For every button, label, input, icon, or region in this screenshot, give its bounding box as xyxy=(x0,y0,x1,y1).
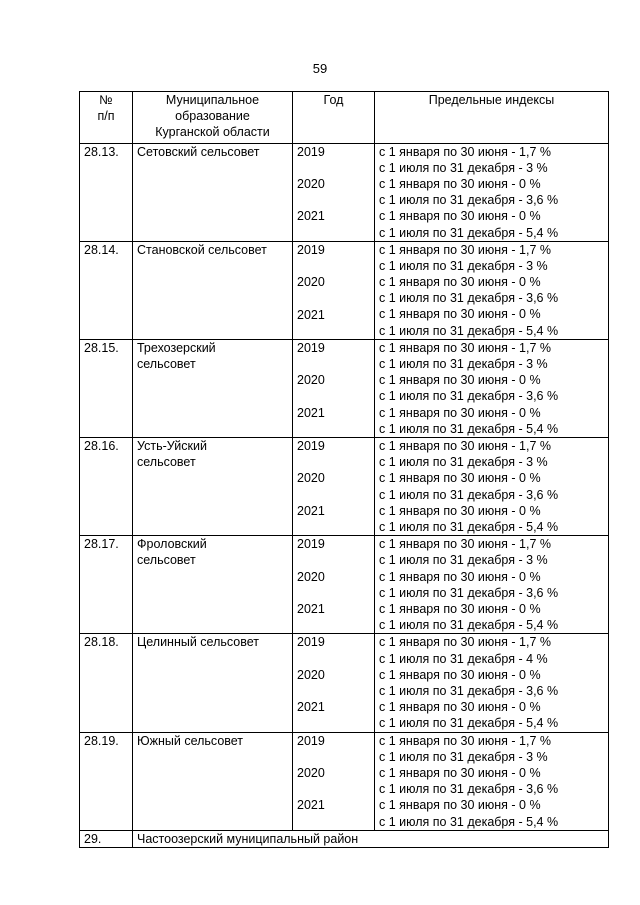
municipality-name-line: Сетовский сельсовет xyxy=(137,144,260,159)
row-number: 28.19. xyxy=(84,733,119,748)
table-row xyxy=(80,732,609,830)
row-number: 28.18. xyxy=(84,635,119,650)
index-line: с 1 июля по 31 декабря - 5,4 % xyxy=(379,520,559,535)
year-value: 2020 xyxy=(297,667,325,682)
year-block xyxy=(297,536,374,568)
header-year-label: Год xyxy=(323,93,344,107)
index-line: с 1 июля по 31 декабря - 3 % xyxy=(379,455,548,470)
municipality-name-line: Фроловский xyxy=(137,537,207,552)
index-line: с 1 января по 30 июня - 1,7 % xyxy=(379,635,551,650)
municipality-cell xyxy=(133,438,293,536)
row-number-cell xyxy=(80,634,133,732)
index-line: с 1 июля по 31 декабря - 3,6 % xyxy=(379,193,559,208)
year-cell xyxy=(293,143,375,241)
indices-cell xyxy=(375,143,609,241)
index-line: с 1 января по 30 июня - 1,7 % xyxy=(379,439,551,454)
header-num-line: № xyxy=(99,93,113,107)
year-value: 2021 xyxy=(297,307,325,322)
municipality-name-line: Трехозерский xyxy=(137,340,216,355)
row-number: 29. xyxy=(84,831,102,846)
index-line: с 1 июля по 31 декабря - 3,6 % xyxy=(379,683,559,698)
table-body xyxy=(80,143,609,847)
row-number-cell xyxy=(80,241,133,339)
index-line: с 1 января по 30 июня - 1,7 % xyxy=(379,242,551,257)
municipality-cell xyxy=(133,536,293,634)
header-municipality-line: Муниципальное xyxy=(165,93,260,107)
row-number: 28.14. xyxy=(84,242,119,257)
year-value: 2020 xyxy=(297,176,325,191)
district-name: Частоозерский муниципальный район xyxy=(137,831,359,846)
index-line: с 1 июля по 31 декабря - 5,4 % xyxy=(379,618,559,633)
index-line: с 1 июля по 31 декабря - 3,6 % xyxy=(379,782,559,797)
year-value: 2021 xyxy=(297,798,325,813)
table-header-row xyxy=(80,92,609,144)
index-line: с 1 января по 30 июня - 1,7 % xyxy=(379,144,551,159)
table-row xyxy=(80,339,609,437)
year-block xyxy=(297,699,374,731)
indices-table xyxy=(79,91,609,848)
index-line: с 1 января по 30 июня - 0 % xyxy=(379,176,541,191)
index-line: с 1 июля по 31 декабря - 3 % xyxy=(379,553,548,568)
row-number-cell xyxy=(80,536,133,634)
row-number-cell xyxy=(80,339,133,437)
district-name-cell xyxy=(133,830,609,847)
index-line: с 1 июля по 31 декабря - 5,4 % xyxy=(379,323,559,338)
municipality-cell xyxy=(133,339,293,437)
municipality-cell xyxy=(133,241,293,339)
indices-cell xyxy=(375,634,609,732)
index-line: с 1 июля по 31 декабря - 5,4 % xyxy=(379,421,559,436)
indices-cell xyxy=(375,241,609,339)
row-number: 28.16. xyxy=(84,439,119,454)
year-value: 2020 xyxy=(297,569,325,584)
municipality-cell xyxy=(133,634,293,732)
year-block xyxy=(297,176,374,208)
index-line: с 1 января по 30 июня - 0 % xyxy=(379,471,541,486)
index-line: с 1 января по 30 июня - 0 % xyxy=(379,798,541,813)
row-number-cell xyxy=(80,438,133,536)
index-line: с 1 января по 30 июня - 0 % xyxy=(379,405,541,420)
header-num-line: п/п xyxy=(97,109,115,124)
year-value: 2019 xyxy=(297,733,325,748)
year-cell xyxy=(293,241,375,339)
year-value: 2020 xyxy=(297,275,325,290)
row-number-cell xyxy=(80,830,133,847)
table-row xyxy=(80,143,609,241)
index-line: с 1 января по 30 июня - 0 % xyxy=(379,503,541,518)
year-block xyxy=(297,503,374,535)
municipality-cell xyxy=(133,732,293,830)
year-cell xyxy=(293,634,375,732)
index-line: с 1 июля по 31 декабря - 3 % xyxy=(379,357,548,372)
year-block xyxy=(297,208,374,240)
year-value: 2020 xyxy=(297,373,325,388)
municipality-cell xyxy=(133,143,293,241)
municipality-name-line: Южный сельсовет xyxy=(137,733,244,748)
year-block xyxy=(297,242,374,274)
municipality-name-line: сельсовет xyxy=(137,357,196,372)
row-number: 28.15. xyxy=(84,340,119,355)
header-year xyxy=(293,92,375,144)
year-block xyxy=(297,340,374,372)
index-line: с 1 января по 30 июня - 0 % xyxy=(379,602,541,616)
municipality-name-line: Становской сельсовет xyxy=(137,242,267,257)
header-indices xyxy=(375,92,609,144)
index-line: с 1 января по 30 июня - 0 % xyxy=(379,667,541,682)
index-line: с 1 января по 30 июня - 1,7 % xyxy=(379,340,551,355)
year-block xyxy=(297,470,374,502)
index-line: с 1 января по 30 июня - 0 % xyxy=(379,700,541,715)
year-value: 2019 xyxy=(297,439,325,454)
row-number-cell xyxy=(80,732,133,830)
municipality-name-line: Целинный сельсовет xyxy=(137,635,260,650)
row-number-cell xyxy=(80,143,133,241)
year-block xyxy=(297,144,374,176)
year-block xyxy=(297,733,374,765)
table-row xyxy=(80,438,609,536)
index-line: с 1 июля по 31 декабря - 3,6 % xyxy=(379,487,559,502)
year-value: 2021 xyxy=(297,700,325,715)
indices-cell xyxy=(375,732,609,830)
index-line: с 1 июля по 31 декабря - 3,6 % xyxy=(379,585,559,600)
index-line: с 1 января по 30 июня - 1,7 % xyxy=(379,537,551,552)
index-line: с 1 января по 30 июня - 1,7 % xyxy=(379,733,551,748)
index-line: с 1 января по 30 июня - 0 % xyxy=(379,569,541,584)
year-block xyxy=(297,634,374,666)
year-block xyxy=(297,765,374,797)
index-line: с 1 января по 30 июня - 0 % xyxy=(379,765,541,780)
year-value: 2019 xyxy=(297,242,325,257)
indices-cell xyxy=(375,536,609,634)
year-block xyxy=(297,405,374,437)
year-cell xyxy=(293,438,375,536)
header-municipality-line: образование xyxy=(175,109,250,124)
year-value: 2021 xyxy=(297,405,325,420)
year-block xyxy=(297,438,374,470)
header-indices-label: Предельные индексы xyxy=(428,93,555,107)
year-value: 2021 xyxy=(297,209,325,224)
table-row xyxy=(80,241,609,339)
indices-cell xyxy=(375,438,609,536)
year-value: 2019 xyxy=(297,144,325,159)
index-line: с 1 июля по 31 декабря - 5,4 % xyxy=(379,716,559,731)
row-number: 28.17. xyxy=(84,537,119,552)
year-value: 2020 xyxy=(297,765,325,780)
year-value: 2019 xyxy=(297,537,325,552)
index-line: с 1 января по 30 июня - 0 % xyxy=(379,209,541,224)
year-block xyxy=(297,667,374,699)
header-municipality xyxy=(133,92,293,144)
year-value: 2021 xyxy=(297,602,325,617)
year-cell xyxy=(293,732,375,830)
index-line: с 1 июля по 31 декабря - 3 % xyxy=(379,258,548,273)
year-block xyxy=(297,372,374,404)
header-municipality-line: Курганской области xyxy=(155,125,270,140)
index-line: с 1 июля по 31 декабря - 3,6 % xyxy=(379,291,559,306)
index-line: с 1 января по 30 июня - 0 % xyxy=(379,275,541,290)
year-block xyxy=(297,601,374,633)
row-number: 28.13. xyxy=(84,144,119,159)
table-row xyxy=(80,536,609,634)
year-value: 2019 xyxy=(297,340,325,355)
indices-cell xyxy=(375,339,609,437)
municipality-name-line: Усть-Уйский xyxy=(137,439,207,454)
year-value: 2021 xyxy=(297,503,325,518)
header-num xyxy=(80,92,133,144)
index-line: с 1 июля по 31 декабря - 3 % xyxy=(379,749,548,764)
page-number: 59 xyxy=(312,61,328,76)
index-line: с 1 июля по 31 декабря - 5,4 % xyxy=(379,814,559,829)
year-value: 2019 xyxy=(297,635,325,650)
index-line: с 1 января по 30 июня - 0 % xyxy=(379,373,541,388)
index-line: с 1 июля по 31 декабря - 4 % xyxy=(379,651,548,666)
year-block xyxy=(297,307,374,339)
table-row xyxy=(80,634,609,732)
year-block xyxy=(297,797,374,829)
year-value: 2020 xyxy=(297,471,325,486)
table-row-district xyxy=(80,830,609,847)
index-line: с 1 июля по 31 декабря - 3 % xyxy=(379,160,548,175)
year-cell xyxy=(293,339,375,437)
year-block xyxy=(297,274,374,306)
index-line: с 1 июля по 31 декабря - 3,6 % xyxy=(379,389,559,404)
year-block xyxy=(297,569,374,601)
index-line: с 1 июля по 31 декабря - 5,4 % xyxy=(379,225,559,240)
year-cell xyxy=(293,536,375,634)
municipality-name-line: сельсовет xyxy=(137,455,196,470)
municipality-name-line: сельсовет xyxy=(137,553,196,568)
index-line: с 1 января по 30 июня - 0 % xyxy=(379,307,541,322)
